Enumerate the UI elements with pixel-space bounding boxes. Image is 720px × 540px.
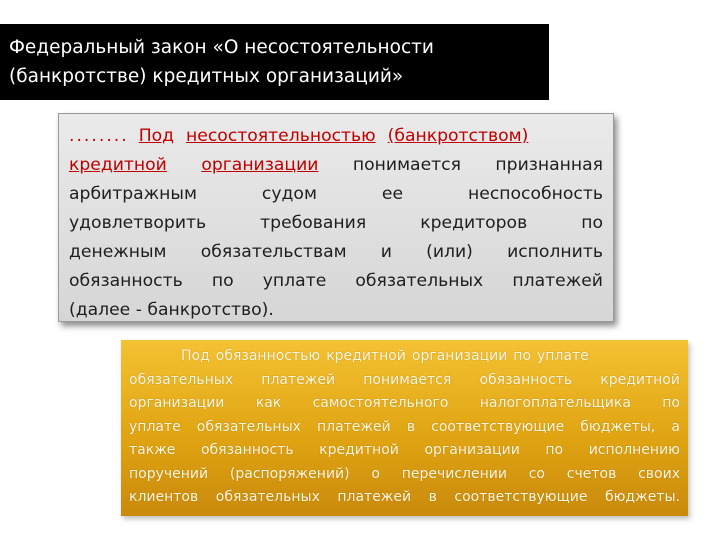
word: исполнению	[588, 442, 680, 458]
word: платежей	[261, 371, 336, 388]
word: о	[371, 465, 380, 482]
word: по	[513, 348, 532, 364]
slide-title	[0, 24, 549, 100]
word: платежей	[512, 271, 603, 291]
word: и	[380, 242, 392, 262]
word: платежей	[337, 489, 412, 505]
word: арбитражным	[69, 184, 197, 204]
word: как	[255, 395, 282, 411]
word: организации	[424, 442, 520, 458]
word: перечислении	[401, 465, 507, 482]
word: организации	[411, 348, 508, 364]
word: Под	[181, 348, 210, 364]
word: денежным	[69, 242, 167, 262]
word: клиентов	[129, 489, 199, 505]
definition-line-7	[69, 296, 603, 325]
word: обязанность	[69, 271, 183, 291]
word: уплате	[262, 271, 327, 291]
word: также	[129, 442, 176, 458]
word: уплате	[129, 418, 181, 435]
word: (распоряжений)	[229, 465, 350, 482]
word: обязанность	[479, 371, 573, 388]
word: бюджеты,	[580, 418, 656, 435]
word: поручений	[129, 465, 209, 482]
note-line-6	[129, 463, 680, 487]
note-box	[121, 340, 688, 516]
word: по	[662, 395, 680, 411]
note-line-3	[129, 392, 680, 416]
word: бюджеты.	[604, 489, 680, 505]
word: в	[428, 489, 437, 505]
note-line-1	[129, 345, 680, 369]
term-word: (банкротством)	[387, 126, 529, 146]
word: обязательствам	[200, 242, 347, 262]
word: обязанность	[200, 442, 294, 458]
word: организации	[129, 395, 225, 411]
note-line-5	[129, 439, 680, 463]
word: требования	[260, 213, 367, 233]
word: налогоплательщика	[479, 395, 631, 411]
definition-line-6	[69, 267, 603, 296]
term-word: кредитной	[69, 155, 167, 175]
word: по	[545, 442, 564, 458]
word: в	[406, 418, 416, 435]
word: (далее - банкротство).	[69, 300, 274, 320]
word: соответствующие	[454, 489, 588, 505]
word: по	[211, 271, 234, 291]
term-word: организации	[201, 155, 319, 175]
title-line-2: (банкротстве) кредитных организаций»	[9, 66, 404, 87]
word: кредитной	[600, 371, 680, 388]
word: удовлетворить	[69, 213, 207, 233]
word: обязательных	[196, 418, 301, 435]
definition-line-5	[69, 238, 603, 267]
note-line-4	[129, 416, 680, 440]
word: соответствующие	[431, 418, 565, 435]
word: понимается	[363, 371, 452, 388]
word: признанная	[495, 155, 603, 175]
word: исполнить	[507, 242, 603, 262]
word: по	[581, 213, 603, 233]
definition-line-4	[69, 209, 603, 238]
word: обязанностью	[215, 348, 321, 364]
definition-line-2	[69, 151, 603, 180]
word: самостоятельного	[312, 395, 449, 411]
definition-box	[58, 113, 614, 322]
word: обязательных	[129, 371, 234, 388]
word: ее	[381, 184, 404, 204]
word: понимается	[352, 155, 461, 175]
note-line-2	[129, 369, 680, 393]
word: кредиторов	[420, 213, 528, 233]
word: кредитной	[319, 442, 399, 458]
definition-line-3	[69, 180, 603, 209]
term-word: Под	[138, 126, 175, 146]
leading-dots: ........	[69, 126, 129, 146]
word: обязательных	[355, 271, 484, 291]
note-line-7	[129, 486, 680, 510]
word: своих	[638, 465, 680, 482]
word: платежей	[316, 418, 391, 435]
definition-line-1	[69, 122, 603, 151]
word: кредитной	[326, 348, 406, 364]
word: а	[671, 418, 680, 435]
title-line-1: Федеральный закон «О несостоятельности	[9, 37, 434, 58]
word: со	[528, 465, 545, 482]
word: уплате	[537, 348, 589, 364]
word: (или)	[426, 242, 473, 262]
word: судом	[261, 184, 317, 204]
word: неспособность	[468, 184, 603, 204]
word: счетов	[566, 465, 617, 482]
term-word: несостоятельностью	[186, 126, 376, 146]
word: обязательных	[215, 489, 320, 505]
